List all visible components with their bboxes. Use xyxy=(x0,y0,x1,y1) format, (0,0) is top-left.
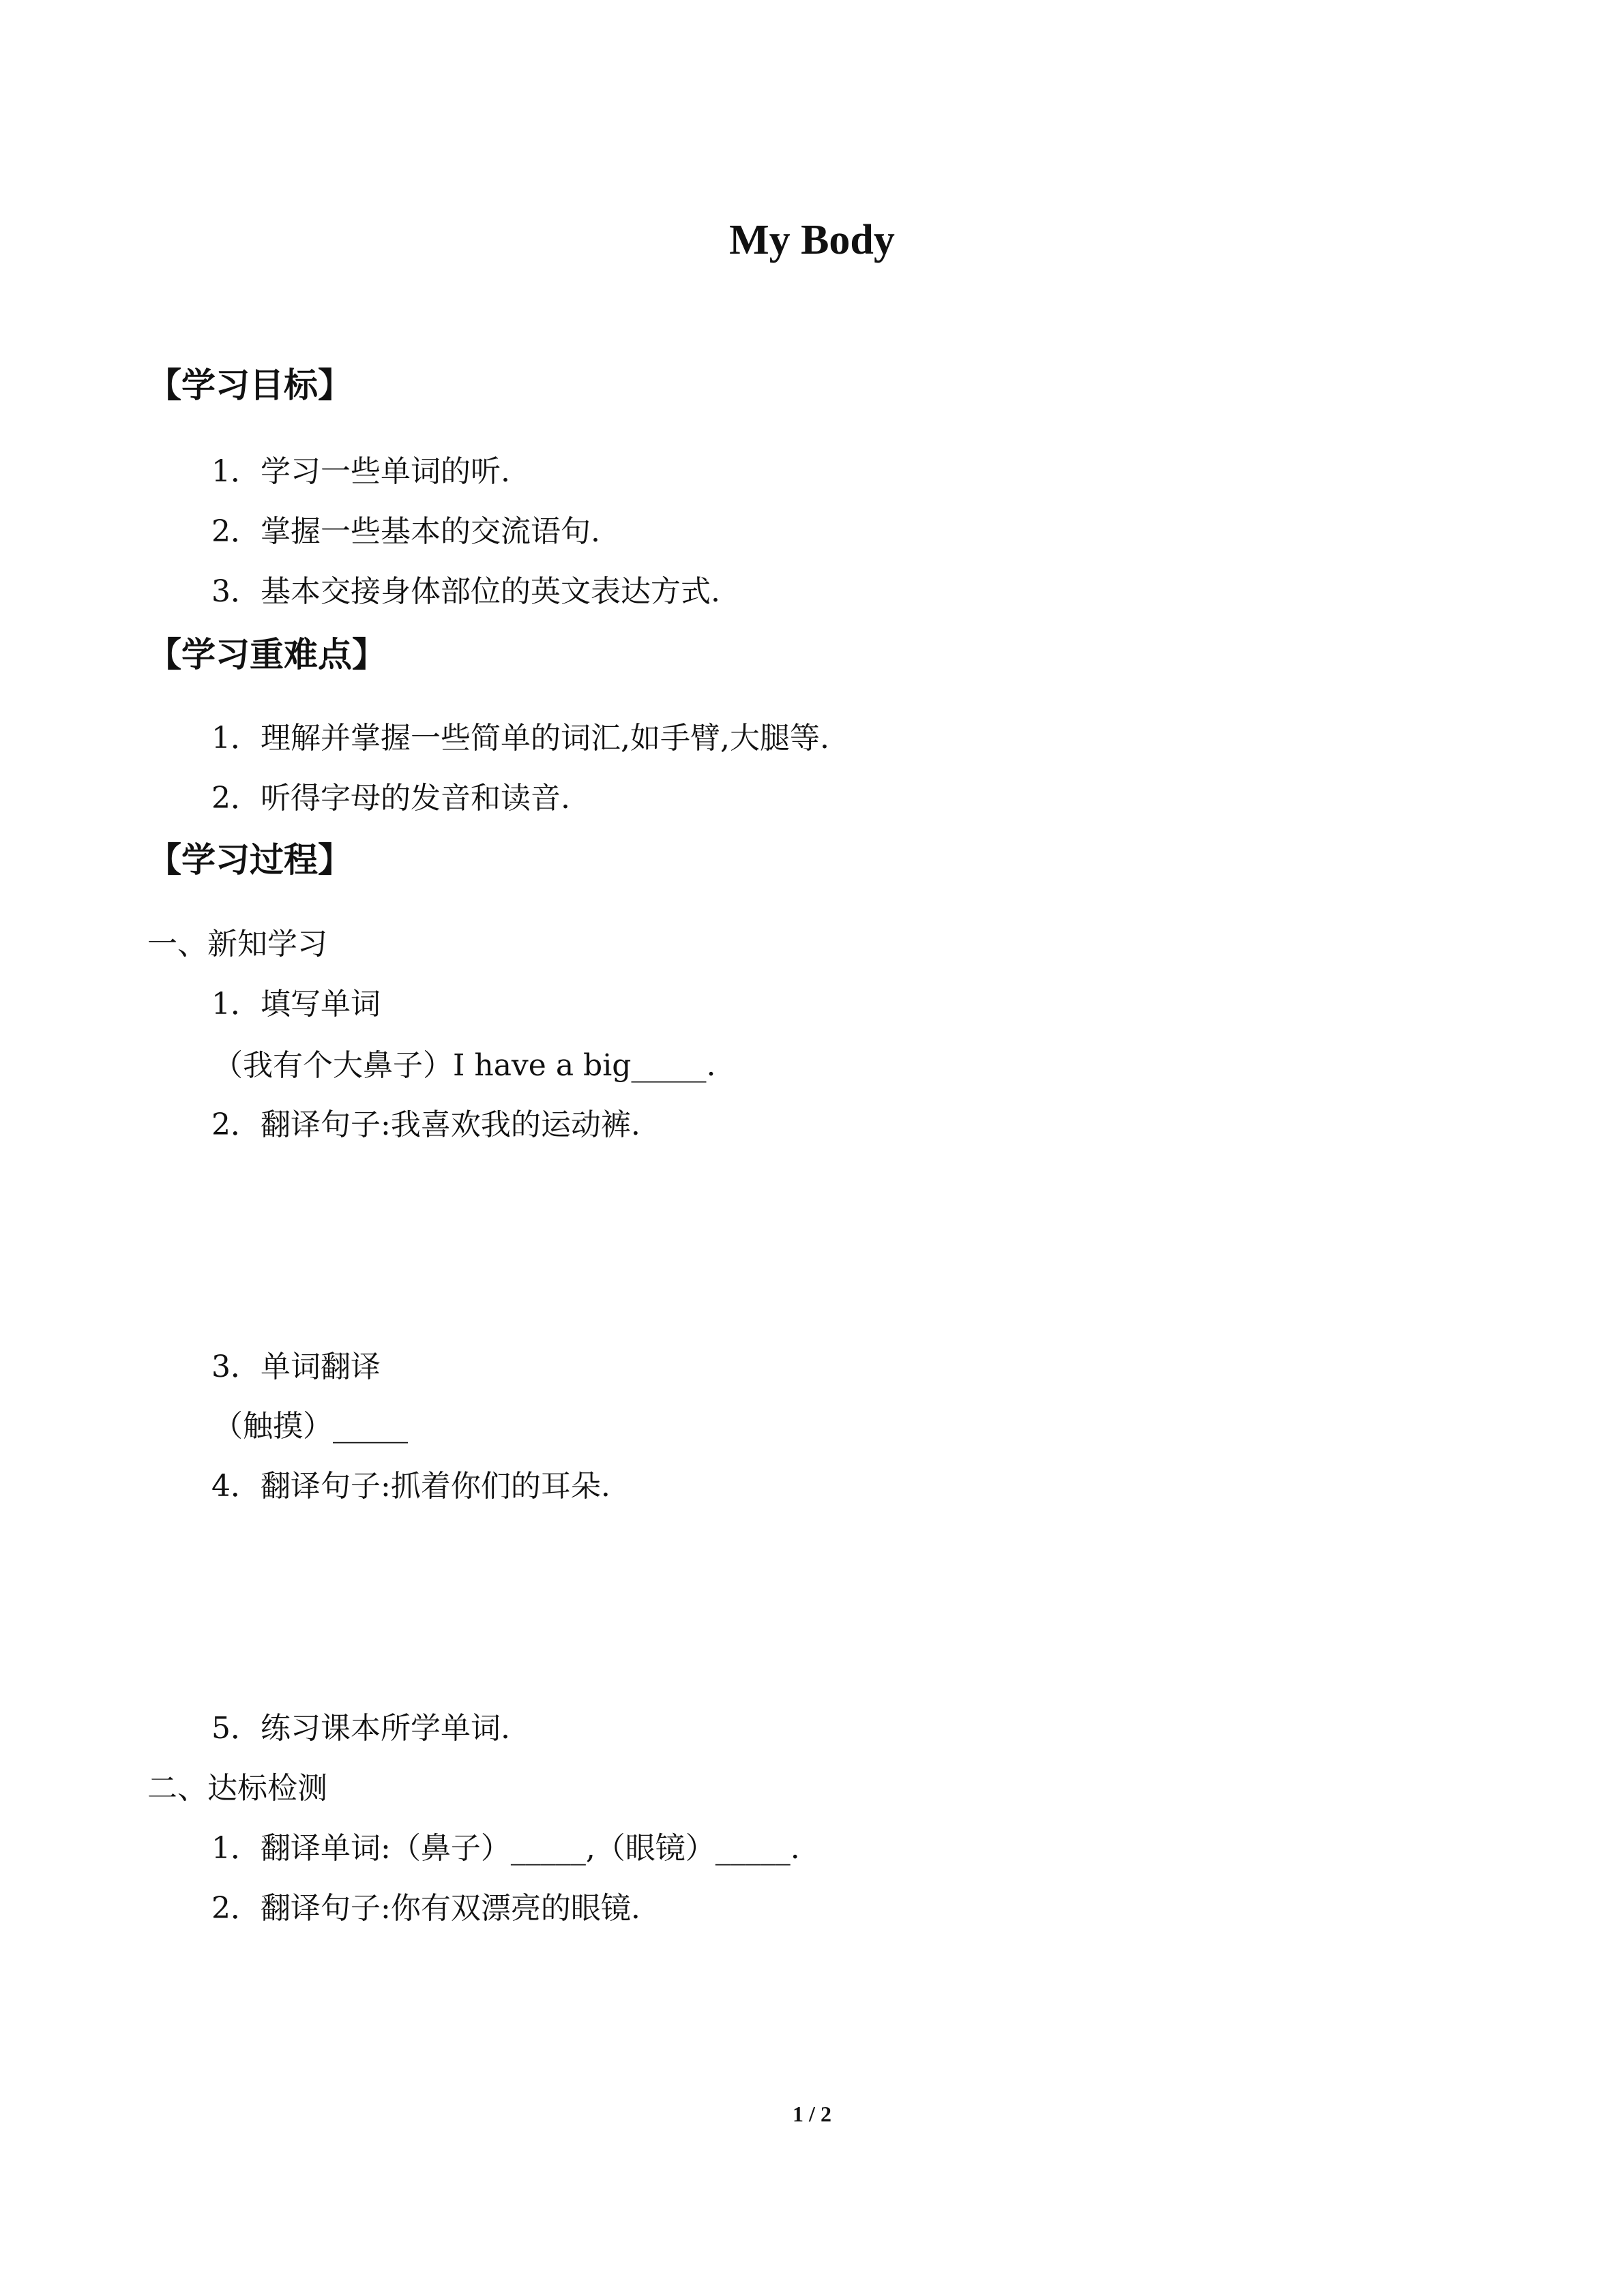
page-number: 1 / 2 xyxy=(793,2102,831,2126)
exercise-item: 4．翻译句子:抓着你们的耳朵. xyxy=(211,1469,610,1504)
part-label-new-learning: 一、新知学习 xyxy=(147,927,327,961)
section-heading-key-points: 【学习重难点】 xyxy=(147,635,386,674)
goal-item-1: 1．学习一些单词的听. xyxy=(211,454,510,489)
exercise-item: 1．填写单词 xyxy=(211,987,381,1022)
assessment-item: 1．翻译单词:（鼻子）_____,（眼镜）_____. xyxy=(211,1831,800,1866)
key-point-item-1: 1．理解并掌握一些简单的词汇,如手臂,大腿等. xyxy=(211,721,829,756)
exercise-item: （我有个大鼻子）I have a big_____. xyxy=(213,1048,716,1083)
goal-item-3: 3．基本交接身体部位的英文表达方式. xyxy=(211,574,720,609)
document-title: My Body xyxy=(729,217,895,263)
exercise-item: 5．练习课本所学单词. xyxy=(211,1711,510,1746)
section-heading-goals: 【学习目标】 xyxy=(147,366,352,405)
exercise-item: （触摸）_____ xyxy=(213,1409,408,1444)
assessment-item: 2．翻译句子:你有双漂亮的眼镜. xyxy=(211,1891,640,1926)
exercise-item: 2．翻译句子:我喜欢我的运动裤. xyxy=(211,1107,640,1142)
section-heading-process: 【学习过程】 xyxy=(147,840,352,880)
key-point-item-2: 2．听得字母的发音和读音. xyxy=(211,781,570,816)
exercise-item: 3．单词翻译 xyxy=(211,1350,381,1384)
part-label-assessment: 二、达标检测 xyxy=(147,1771,327,1806)
goal-item-2: 2．掌握一些基本的交流语句. xyxy=(211,514,600,549)
